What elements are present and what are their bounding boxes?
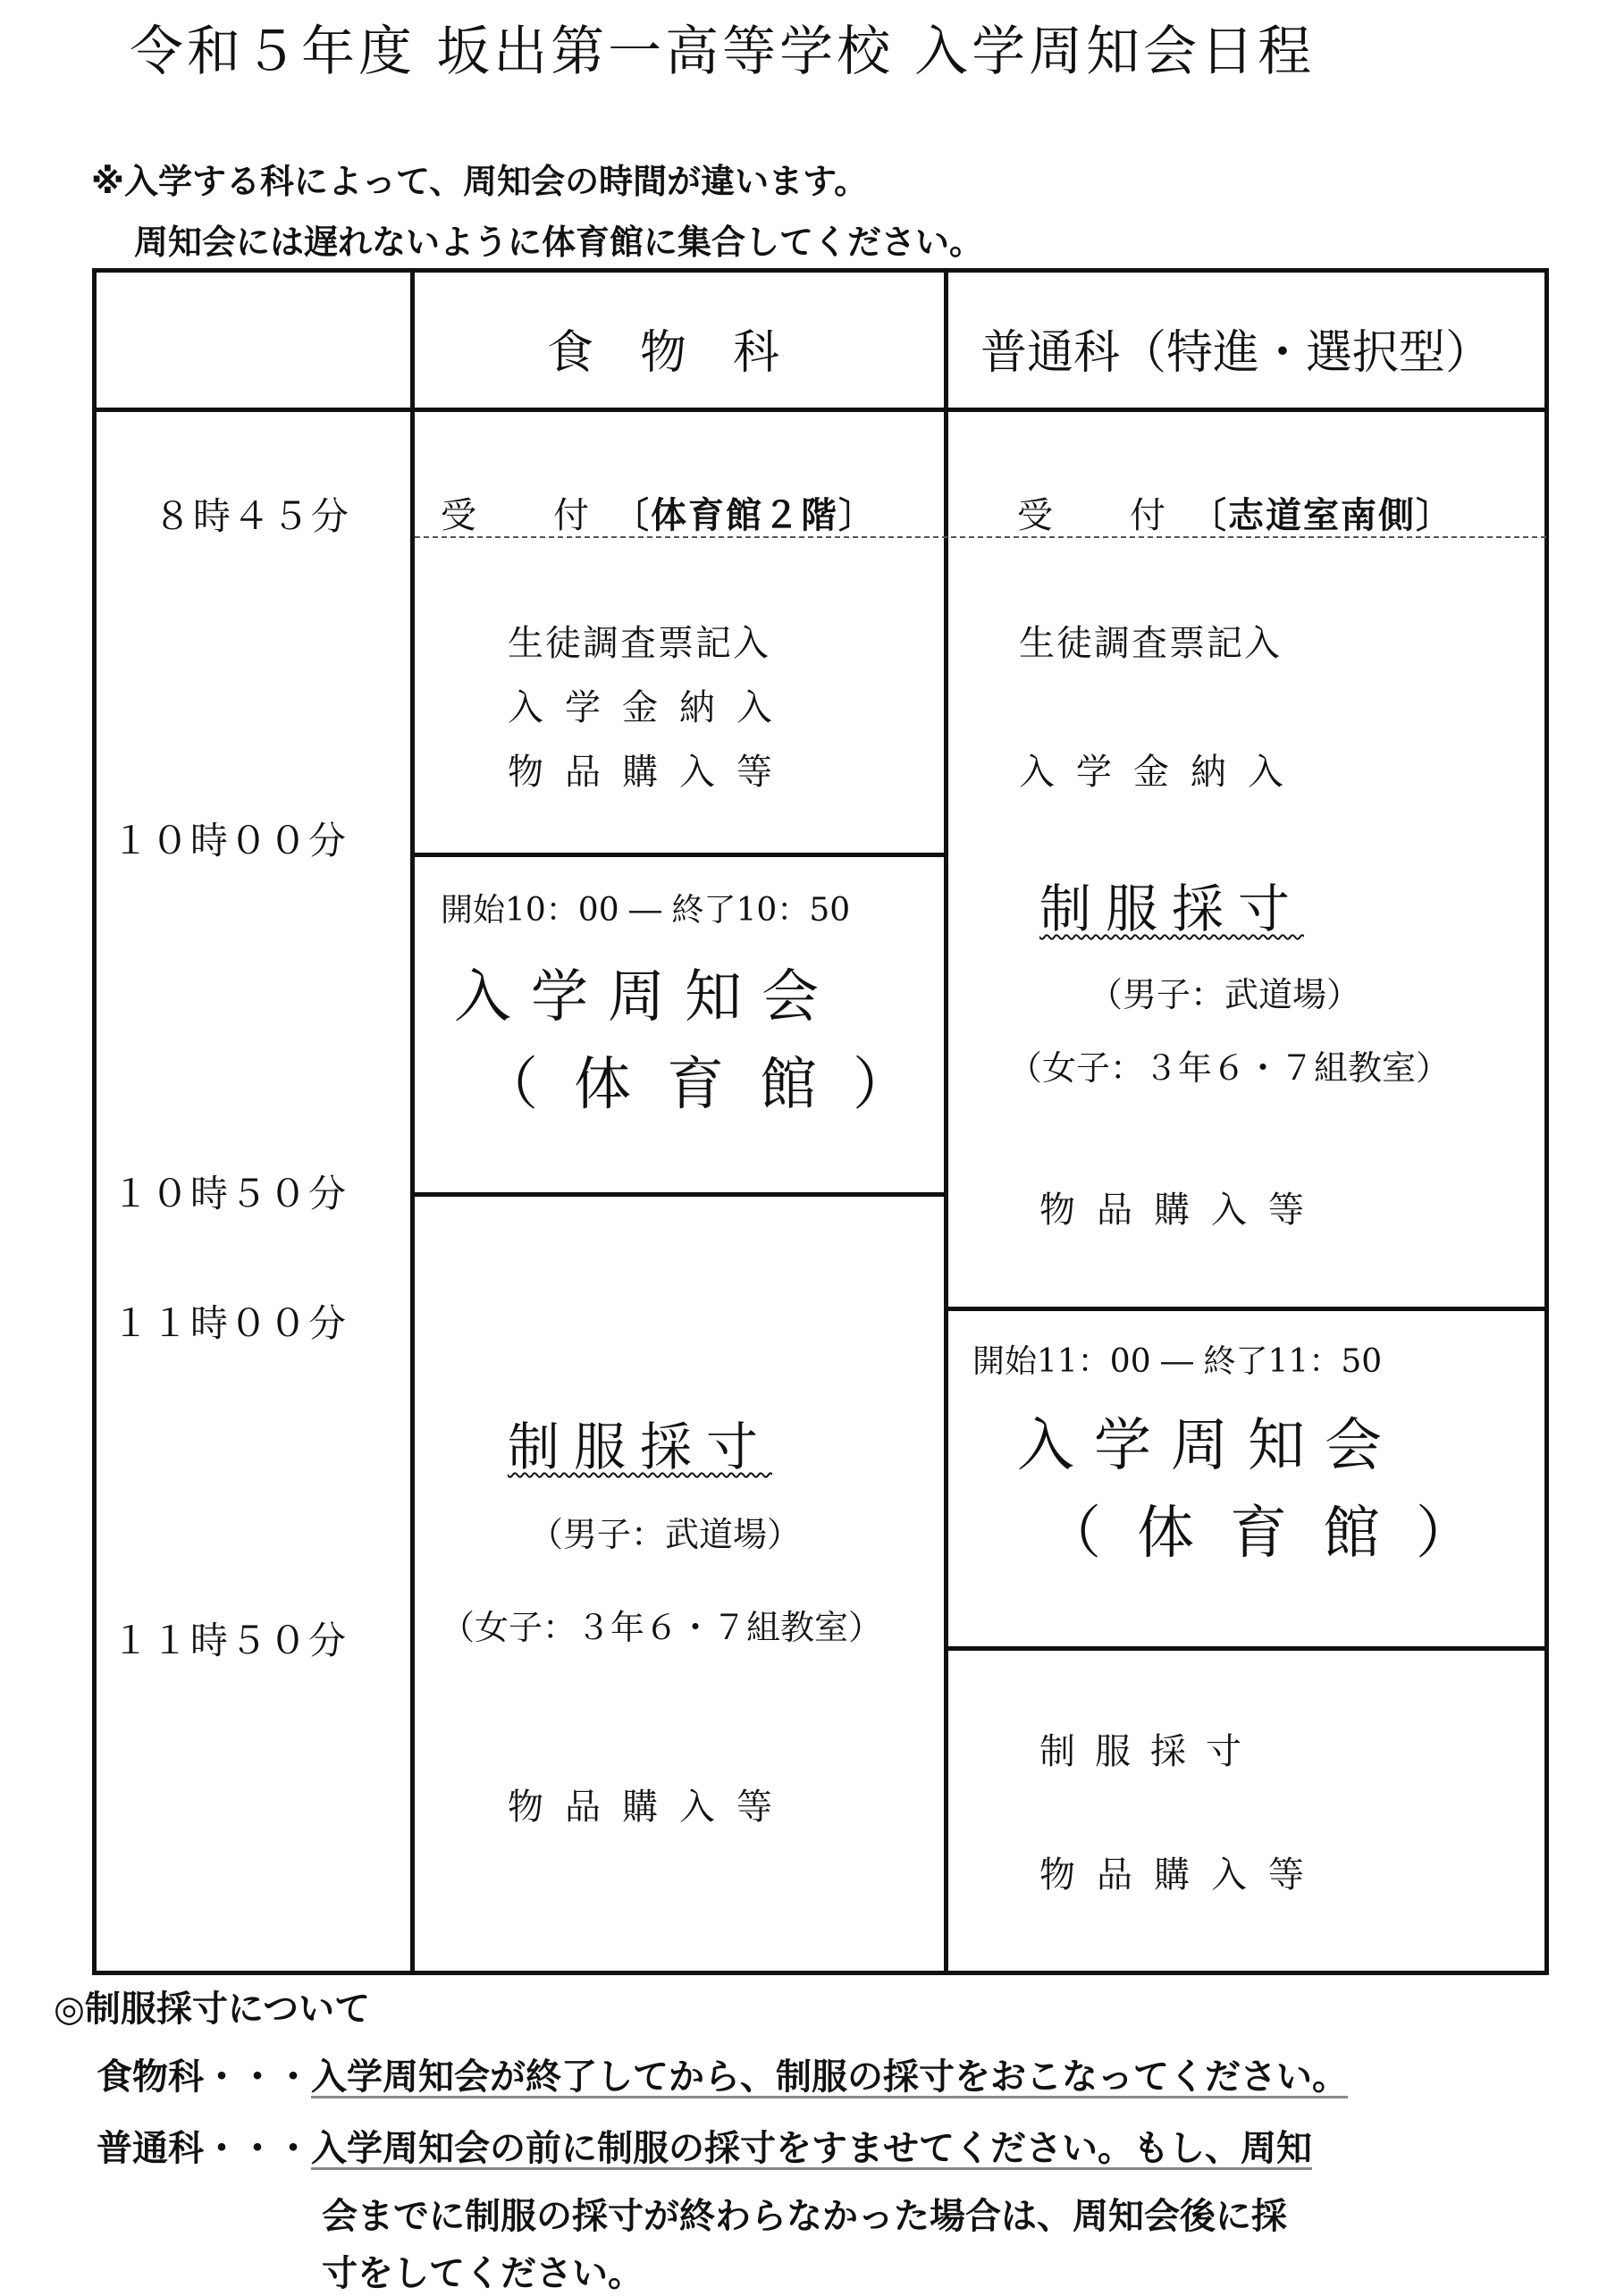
note-line-2: 周知会には遅れないように体育館に集合してください。 [134, 223, 984, 262]
general-after-purchase: 物品購入等 [1039, 1854, 1325, 1896]
food-task-purchase: 物品購入等 [508, 752, 794, 793]
page-title: 令和５年度 坂出第一高等学校 入学周知会日程 [130, 21, 1316, 83]
general-task-survey: 生徒調査票記入 [1019, 623, 1282, 664]
general-divider-1100 [944, 1307, 1549, 1311]
food-purchase: 物品購入等 [508, 1787, 794, 1828]
uniform-notes-general [97, 2120, 1312, 2171]
general-after-uniform: 制服採寸 [1039, 1731, 1261, 1772]
column-divider-time [410, 268, 415, 1975]
time-0845: ８時４５分 [154, 494, 351, 538]
general-uniform-girls: （女子：３年６・７組教室） [1008, 1048, 1451, 1088]
food-uniform-girls: （女子：３年６・７組教室） [441, 1608, 883, 1647]
food-task-survey: 生徒調査票記入 [508, 623, 770, 664]
general-session-place: （体育館） [1044, 1501, 1509, 1567]
time-1000: １０時００分 [112, 819, 349, 862]
general-uniform-title-text: 制服採寸 [1039, 879, 1305, 939]
general-divider-1150 [944, 1646, 1549, 1651]
food-uniform-title-text: 制服採寸 [508, 1417, 773, 1477]
general-reception-label: 受 付 [1017, 495, 1167, 536]
note-line-1: ※入学する科によって、周知会の時間が違います。 [91, 162, 869, 201]
column-divider-food [944, 268, 948, 1975]
general-session-time: 開始11：00 ― 終了11：50 [972, 1343, 1383, 1380]
food-session-title: 入学周知会 [454, 964, 838, 1030]
uniform-notes-general-line3: 寸をしてください。 [322, 2253, 644, 2294]
uniform-notes-food [97, 2048, 1348, 2099]
header-general: 普通科（特進・選択型） [980, 326, 1493, 380]
general-reception-place: 〔志道室南側〕 [1191, 495, 1453, 536]
food-divider-1000 [410, 853, 948, 857]
uniform-notes-food-prefix: 食物科・・・ [97, 2056, 311, 2098]
uniform-notes-general-prefix: 普通科・・・ [97, 2128, 311, 2169]
general-uniform-title [1039, 867, 1304, 942]
food-uniform-title [508, 1405, 772, 1480]
food-reception-place: 〔体育館２階〕 [613, 495, 876, 536]
uniform-notes-food-text: 入学周知会が終了してから、制服の採寸をおこなってください。 [311, 2056, 1348, 2098]
general-purchase: 物品購入等 [1039, 1190, 1325, 1231]
general-task-fee: 入学金納入 [1019, 752, 1305, 793]
general-uniform-boys: （男子：武道場） [1089, 975, 1361, 1014]
time-1150: １１時５０分 [112, 1619, 349, 1662]
food-session-time: 開始10：00 ― 終了10：50 [441, 892, 851, 929]
uniform-notes-general-text1: 入学周知会の前に制服の採寸をすませてください。もし、周知 [311, 2128, 1312, 2169]
food-divider-1050 [410, 1192, 948, 1197]
time-1100: １１時００分 [112, 1301, 349, 1345]
food-session-place: （体育館） [481, 1052, 946, 1118]
food-task-fee: 入学金納入 [508, 687, 794, 728]
uniform-notes-heading: ◎制服採寸について [54, 1989, 371, 2030]
food-reception-label: 受 付 [441, 495, 591, 536]
header-divider [92, 408, 1549, 412]
food-uniform-boys: （男子：武道場） [529, 1515, 802, 1554]
time-1050: １０時５０分 [112, 1172, 349, 1215]
general-session-title: 入学周知会 [1017, 1413, 1401, 1479]
uniform-notes-general-line2: 会までに制服の採寸が終わらなかった場合は、周知会後に採 [322, 2196, 1287, 2237]
header-food: 食 物 科 [547, 326, 780, 380]
